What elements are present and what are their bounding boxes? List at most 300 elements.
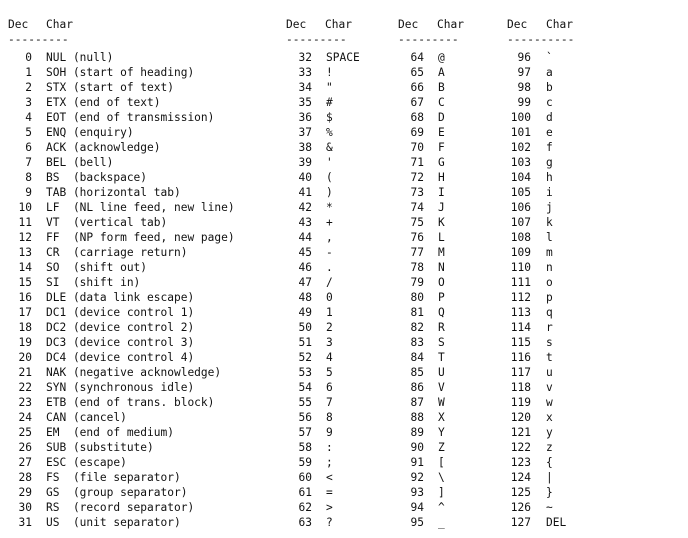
char-value: i <box>546 186 553 199</box>
table-row <box>507 515 574 530</box>
table-row <box>507 470 574 485</box>
dec-value: 15 <box>18 276 32 289</box>
dec-value: 90 <box>410 441 424 454</box>
table-row <box>398 410 464 425</box>
dec-value: 23 <box>18 396 32 409</box>
dec-value: 87 <box>410 396 424 409</box>
dec-value: 14 <box>18 261 32 274</box>
char-value: 4 <box>326 351 333 364</box>
table-row <box>8 185 235 200</box>
dec-value: 41 <box>298 186 312 199</box>
table-row <box>398 425 464 440</box>
char-value: SI (shift in) <box>46 276 141 289</box>
dec-value: 94 <box>410 501 424 514</box>
dec-value: 101 <box>510 126 531 139</box>
dec-value: 18 <box>18 321 32 334</box>
table-row <box>507 200 574 215</box>
char-header: Char <box>546 18 573 31</box>
char-value: 7 <box>326 396 333 409</box>
table-row <box>286 155 360 170</box>
dec-value: 64 <box>410 51 424 64</box>
char-value: $ <box>326 111 333 124</box>
dec-value: 10 <box>18 201 32 214</box>
dec-value: 58 <box>298 441 312 454</box>
table-row <box>507 125 574 140</box>
dec-value: 69 <box>410 126 424 139</box>
table-row <box>8 455 235 470</box>
char-value: SUB (substitute) <box>46 441 154 454</box>
dec-value: 26 <box>18 441 32 454</box>
table-row <box>286 290 360 305</box>
table-row <box>398 350 464 365</box>
dec-value: 119 <box>510 396 531 409</box>
char-value: [ <box>438 456 445 469</box>
table-row <box>286 380 360 395</box>
dec-value: 77 <box>410 246 424 259</box>
char-value: E <box>438 126 445 139</box>
table-row <box>8 335 235 350</box>
table-row <box>398 305 464 320</box>
char-value: FF (NP form feed, new page) <box>46 231 235 244</box>
char-value: DC4 (device control 4) <box>46 351 195 364</box>
char-value: < <box>326 471 333 484</box>
dec-value: 35 <box>298 96 312 109</box>
char-value: @ <box>438 51 445 64</box>
dec-value: 75 <box>410 216 424 229</box>
dec-value: 44 <box>298 231 312 244</box>
char-value: * <box>326 201 333 214</box>
dec-value: 124 <box>510 471 531 484</box>
table-row <box>398 515 464 530</box>
dec-value: 65 <box>410 66 424 79</box>
dec-value: 54 <box>298 381 312 394</box>
dec-header: Dec <box>507 18 528 31</box>
table-row <box>8 95 235 110</box>
dec-value: 102 <box>510 141 531 154</box>
dec-value: 63 <box>298 516 312 529</box>
table-row <box>507 455 574 470</box>
dec-value: 62 <box>298 501 312 514</box>
table-row <box>8 50 235 65</box>
dec-value: 105 <box>510 186 531 199</box>
table-row <box>507 320 574 335</box>
column-header <box>286 17 360 32</box>
table-row <box>507 65 574 80</box>
char-value: W <box>438 396 445 409</box>
char-value: NUL (null) <box>46 51 114 64</box>
table-row <box>8 290 235 305</box>
table-row <box>286 245 360 260</box>
char-value: x <box>546 411 553 424</box>
table-row <box>398 500 464 515</box>
char-value: EM (end of medium) <box>46 426 174 439</box>
dec-value: 95 <box>410 516 424 529</box>
char-value: S <box>438 336 445 349</box>
char-value: C <box>438 96 445 109</box>
table-row <box>398 485 464 500</box>
table-row <box>398 275 464 290</box>
table-row <box>507 425 574 440</box>
dec-value: 97 <box>517 66 531 79</box>
dec-value: 53 <box>298 366 312 379</box>
char-value: DC3 (device control 3) <box>46 336 195 349</box>
table-row <box>8 425 235 440</box>
dec-value: 45 <box>298 246 312 259</box>
dec-value: 117 <box>510 366 531 379</box>
dec-value: 110 <box>510 261 531 274</box>
table-row <box>8 140 235 155</box>
column-header <box>8 17 235 32</box>
char-value: ? <box>326 516 333 529</box>
dec-value: 3 <box>25 96 32 109</box>
table-row <box>286 50 360 65</box>
char-value: b <box>546 81 553 94</box>
char-value: m <box>546 246 553 259</box>
dec-value: 30 <box>18 501 32 514</box>
table-row <box>8 125 235 140</box>
char-value: O <box>438 276 445 289</box>
char-value: ETB (end of trans. block) <box>46 396 215 409</box>
char-value: 8 <box>326 411 333 424</box>
dec-value: 31 <box>18 516 32 529</box>
char-value: d <box>546 111 553 124</box>
table-row <box>8 305 235 320</box>
table-row <box>507 230 574 245</box>
table-row <box>286 125 360 140</box>
table-row <box>507 290 574 305</box>
char-value: U <box>438 366 445 379</box>
dec-value: 88 <box>410 411 424 424</box>
char-value: Y <box>438 426 445 439</box>
table-row <box>8 80 235 95</box>
char-header: Char <box>46 18 73 31</box>
table-row <box>507 305 574 320</box>
dec-value: 2 <box>25 81 32 94</box>
dec-value: 108 <box>510 231 531 244</box>
table-row <box>398 95 464 110</box>
char-value: - <box>326 246 333 259</box>
table-row <box>286 260 360 275</box>
table-row <box>8 410 235 425</box>
dec-value: 122 <box>510 441 531 454</box>
dec-value: 38 <box>298 141 312 154</box>
dec-value: 71 <box>410 156 424 169</box>
dec-value: 91 <box>410 456 424 469</box>
table-row <box>8 500 235 515</box>
char-value: 0 <box>326 291 333 304</box>
column-rows <box>507 50 574 530</box>
char-value: M <box>438 246 445 259</box>
char-value: c <box>546 96 553 109</box>
dec-value: 55 <box>298 396 312 409</box>
char-value: h <box>546 171 553 184</box>
table-row <box>286 470 360 485</box>
char-value: . <box>326 261 333 274</box>
char-value: SPACE <box>326 51 360 64</box>
char-value: V <box>438 381 445 394</box>
table-row <box>286 500 360 515</box>
char-value: = <box>326 486 333 499</box>
char-header: Char <box>325 18 352 31</box>
column-rows <box>398 50 464 530</box>
dec-value: 21 <box>18 366 32 379</box>
table-row <box>507 275 574 290</box>
table-row <box>398 260 464 275</box>
dec-value: 25 <box>18 426 32 439</box>
char-value: a <box>546 66 553 79</box>
table-row <box>507 335 574 350</box>
dec-value: 27 <box>18 456 32 469</box>
header-separator <box>8 32 235 47</box>
char-value: # <box>326 96 333 109</box>
table-row <box>398 455 464 470</box>
char-value: BS (backspace) <box>46 171 148 184</box>
table-row <box>8 395 235 410</box>
table-row <box>8 470 235 485</box>
char-value: g <box>546 156 553 169</box>
char-value: 6 <box>326 381 333 394</box>
dec-value: 24 <box>18 411 32 424</box>
dec-value: 12 <box>18 231 32 244</box>
table-row <box>8 245 235 260</box>
table-row <box>507 440 574 455</box>
char-value: p <box>546 291 553 304</box>
char-value: R <box>438 321 445 334</box>
dec-value: 78 <box>410 261 424 274</box>
dec-value: 28 <box>18 471 32 484</box>
char-value: { <box>546 456 553 469</box>
char-value: l <box>546 231 553 244</box>
column-rows <box>8 50 235 530</box>
dec-value: 9 <box>25 186 32 199</box>
dec-value: 50 <box>298 321 312 334</box>
char-value: CR (carriage return) <box>46 246 188 259</box>
char-value: F <box>438 141 445 154</box>
dec-value: 118 <box>510 381 531 394</box>
table-row <box>286 425 360 440</box>
dec-value: 20 <box>18 351 32 364</box>
dec-value: 104 <box>510 171 531 184</box>
char-value: G <box>438 156 445 169</box>
char-value: SYN (synchronous idle) <box>46 381 195 394</box>
char-value: } <box>546 486 553 499</box>
table-row <box>398 440 464 455</box>
dec-value: 93 <box>410 486 424 499</box>
table-row <box>286 440 360 455</box>
char-value: ^ <box>438 501 445 514</box>
table-row <box>507 185 574 200</box>
char-value: t <box>546 351 553 364</box>
char-value: ACK (acknowledge) <box>46 141 161 154</box>
table-row <box>507 395 574 410</box>
dec-value: 84 <box>410 351 424 364</box>
dec-value: 82 <box>410 321 424 334</box>
header-separator <box>398 32 464 47</box>
dec-header: Dec <box>398 18 419 31</box>
dec-value: 4 <box>25 111 32 124</box>
table-row <box>286 200 360 215</box>
char-value: BEL (bell) <box>46 156 114 169</box>
dec-value: 32 <box>298 51 312 64</box>
dec-value: 127 <box>510 516 531 529</box>
dec-value: 125 <box>510 486 531 499</box>
dec-value: 42 <box>298 201 312 214</box>
table-row <box>286 395 360 410</box>
char-value: ~ <box>546 501 553 514</box>
dec-value: 39 <box>298 156 312 169</box>
dec-value: 36 <box>298 111 312 124</box>
char-value: 5 <box>326 366 333 379</box>
dec-value: 126 <box>510 501 531 514</box>
char-value: ) <box>326 186 333 199</box>
table-row <box>8 260 235 275</box>
table-row <box>286 335 360 350</box>
dec-value: 6 <box>25 141 32 154</box>
dec-value: 103 <box>510 156 531 169</box>
dec-value: 7 <box>25 156 32 169</box>
separator-line: ---------- <box>507 33 575 46</box>
table-row <box>398 125 464 140</box>
dec-value: 112 <box>510 291 531 304</box>
char-value: FS (file separator) <box>46 471 181 484</box>
dec-value: 86 <box>410 381 424 394</box>
table-row <box>507 80 574 95</box>
dec-value: 1 <box>25 66 32 79</box>
dec-value: 83 <box>410 336 424 349</box>
dec-value: 81 <box>410 306 424 319</box>
separator-line: --------- <box>8 33 69 46</box>
table-row <box>507 350 574 365</box>
table-row <box>398 395 464 410</box>
dec-value: 60 <box>298 471 312 484</box>
char-value: s <box>546 336 553 349</box>
char-value: Q <box>438 306 445 319</box>
table-row <box>398 80 464 95</box>
dec-value: 22 <box>18 381 32 394</box>
table-row <box>398 365 464 380</box>
char-value: / <box>326 276 333 289</box>
header-separator <box>286 32 360 47</box>
table-row <box>8 200 235 215</box>
dec-value: 56 <box>298 411 312 424</box>
char-value: 1 <box>326 306 333 319</box>
dec-value: 116 <box>510 351 531 364</box>
table-row <box>286 185 360 200</box>
table-row <box>8 365 235 380</box>
dec-header: Dec <box>8 18 29 31</box>
column-rows <box>286 50 360 530</box>
char-value: SO (shift out) <box>46 261 148 274</box>
dec-value: 106 <box>510 201 531 214</box>
column-header <box>398 17 464 32</box>
dec-value: 73 <box>410 186 424 199</box>
char-header: Char <box>437 18 464 31</box>
char-value: Z <box>438 441 445 454</box>
table-row <box>398 320 464 335</box>
table-row <box>286 515 360 530</box>
table-row <box>507 215 574 230</box>
char-value: ESC (escape) <box>46 456 127 469</box>
table-row <box>398 230 464 245</box>
table-row <box>507 500 574 515</box>
table-row <box>507 365 574 380</box>
char-value: y <box>546 426 553 439</box>
char-value: DC1 (device control 1) <box>46 306 195 319</box>
char-value: k <box>546 216 553 229</box>
char-value: RS (record separator) <box>46 501 195 514</box>
table-row <box>398 290 464 305</box>
char-value: T <box>438 351 445 364</box>
table-row <box>398 380 464 395</box>
table-row <box>286 110 360 125</box>
char-value: GS (group separator) <box>46 486 188 499</box>
table-row <box>8 275 235 290</box>
char-value: VT (vertical tab) <box>46 216 168 229</box>
char-value: o <box>546 276 553 289</box>
table-row <box>286 230 360 245</box>
dec-value: 68 <box>410 111 424 124</box>
table-row <box>507 140 574 155</box>
char-value: f <box>546 141 553 154</box>
dec-value: 19 <box>18 336 32 349</box>
char-value: 2 <box>326 321 333 334</box>
char-value: 9 <box>326 426 333 439</box>
dec-value: 111 <box>510 276 531 289</box>
char-value: & <box>326 141 333 154</box>
table-row <box>286 485 360 500</box>
separator-line: --------- <box>286 33 347 46</box>
char-value: X <box>438 411 445 424</box>
char-value: % <box>326 126 333 139</box>
dec-value: 13 <box>18 246 32 259</box>
char-value: q <box>546 306 553 319</box>
dec-value: 76 <box>410 231 424 244</box>
ascii-column-1 <box>286 0 360 530</box>
dec-value: 0 <box>25 51 32 64</box>
dec-value: 11 <box>18 216 32 229</box>
table-row <box>286 275 360 290</box>
table-row <box>398 200 464 215</box>
char-value: N <box>438 261 445 274</box>
table-row <box>8 320 235 335</box>
char-value: r <box>546 321 553 334</box>
char-value: : <box>326 441 333 454</box>
char-value: ; <box>326 456 333 469</box>
table-row <box>507 485 574 500</box>
table-row <box>8 65 235 80</box>
dec-value: 107 <box>510 216 531 229</box>
char-value: + <box>326 216 333 229</box>
table-row <box>8 350 235 365</box>
table-row <box>398 470 464 485</box>
char-value: EOT (end of transmission) <box>46 111 215 124</box>
table-row <box>398 65 464 80</box>
char-value: _ <box>438 516 445 529</box>
dec-value: 115 <box>510 336 531 349</box>
table-row <box>398 215 464 230</box>
char-value: P <box>438 291 445 304</box>
char-value: n <box>546 261 553 274</box>
table-row <box>286 215 360 230</box>
char-value: ( <box>326 171 333 184</box>
dec-value: 67 <box>410 96 424 109</box>
char-value: STX (start of text) <box>46 81 174 94</box>
table-row <box>398 50 464 65</box>
dec-value: 59 <box>298 456 312 469</box>
char-value: D <box>438 111 445 124</box>
table-row <box>507 260 574 275</box>
char-value: SOH (start of heading) <box>46 66 195 79</box>
